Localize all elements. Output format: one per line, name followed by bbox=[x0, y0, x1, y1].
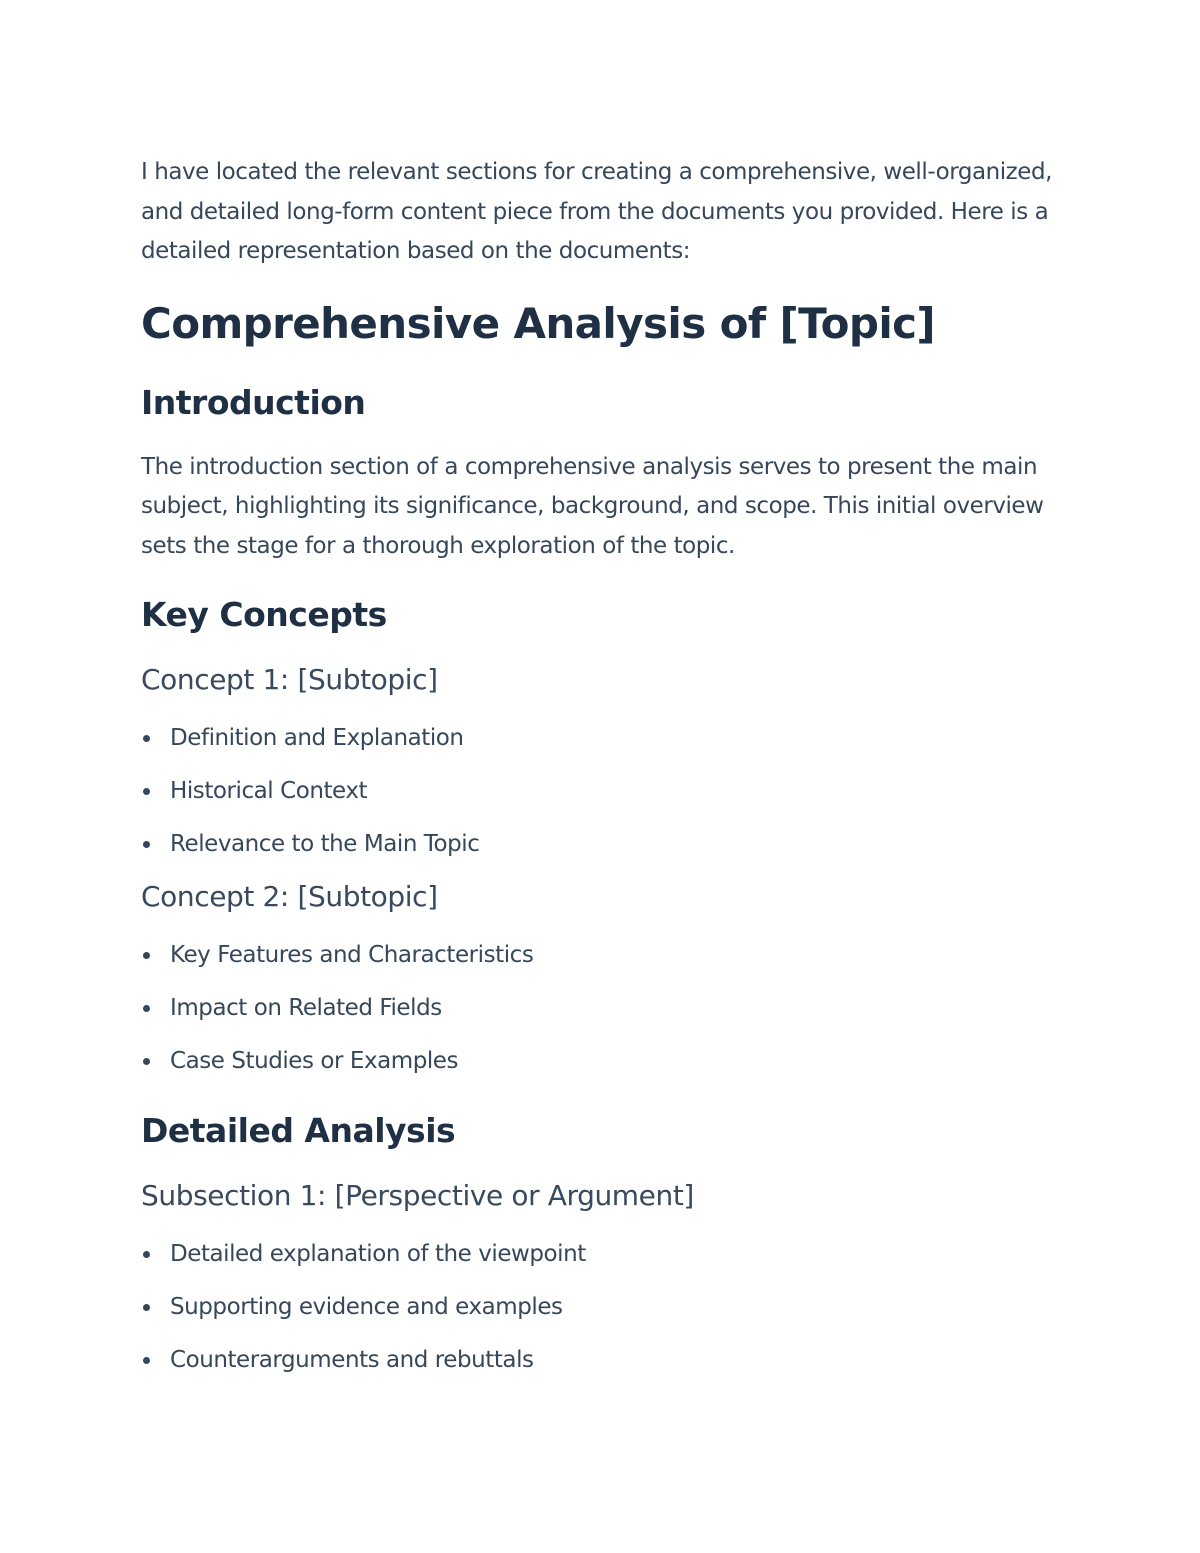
list-item-text: Historical Context bbox=[170, 778, 368, 804]
list-item-text: Relevance to the Main Topic bbox=[170, 831, 480, 857]
list-item-text: Case Studies or Examples bbox=[170, 1048, 459, 1074]
section-heading-introduction: Introduction bbox=[141, 382, 366, 422]
concept-1-list bbox=[141, 712, 1071, 871]
bullet-icon bbox=[143, 1357, 150, 1364]
list-item bbox=[141, 712, 1071, 765]
list-item bbox=[141, 1334, 1071, 1387]
bullet-icon bbox=[143, 1058, 150, 1065]
list-item-text: Key Features and Characteristics bbox=[170, 942, 534, 968]
bullet-icon bbox=[143, 1304, 150, 1311]
list-item-text: Detailed explanation of the viewpoint bbox=[170, 1241, 586, 1267]
list-item bbox=[141, 929, 1071, 982]
list-item-text: Supporting evidence and examples bbox=[170, 1294, 563, 1320]
document-body bbox=[141, 153, 1071, 1387]
bullet-icon bbox=[143, 841, 150, 848]
section-heading-detailed-analysis: Detailed Analysis bbox=[141, 1111, 456, 1150]
subsection-1-heading: Subsection 1: [Perspective or Argument] bbox=[141, 1179, 694, 1212]
list-item bbox=[141, 765, 1071, 818]
list-item-text: Counterarguments and rebuttals bbox=[170, 1347, 534, 1373]
list-item bbox=[141, 982, 1071, 1035]
intro-paragraph: I have located the relevant sections for creating a comprehensive, well-organized, and detailed long-form content piece from the documents you provided. Here is a detailed representation based on the documents: bbox=[141, 159, 1053, 264]
list-item-text: Impact on Related Fields bbox=[170, 995, 442, 1021]
bullet-icon bbox=[143, 952, 150, 959]
bullet-icon bbox=[143, 788, 150, 795]
list-item-text: Definition and Explanation bbox=[170, 725, 464, 751]
list-item bbox=[141, 818, 1071, 871]
bullet-icon bbox=[143, 1005, 150, 1012]
concept-2-heading: Concept 2: [Subtopic] bbox=[141, 880, 438, 913]
introduction-paragraph: The introduction section of a comprehensive analysis serves to present the main subject, highlighting its significance, background, and scope. This initial overview sets the stage for a thorough exploration of the topic. bbox=[141, 453, 1044, 559]
concept-2-list bbox=[141, 929, 1071, 1088]
document-title: Comprehensive Analysis of [Topic] bbox=[141, 298, 936, 348]
list-item bbox=[141, 1281, 1071, 1334]
bullet-icon bbox=[143, 735, 150, 742]
list-item bbox=[141, 1035, 1071, 1088]
subsection-1-list bbox=[141, 1228, 1071, 1387]
list-item bbox=[141, 1228, 1071, 1281]
section-heading-key-concepts: Key Concepts bbox=[141, 595, 387, 634]
concept-1-heading: Concept 1: [Subtopic] bbox=[141, 663, 438, 696]
bullet-icon bbox=[143, 1251, 150, 1258]
